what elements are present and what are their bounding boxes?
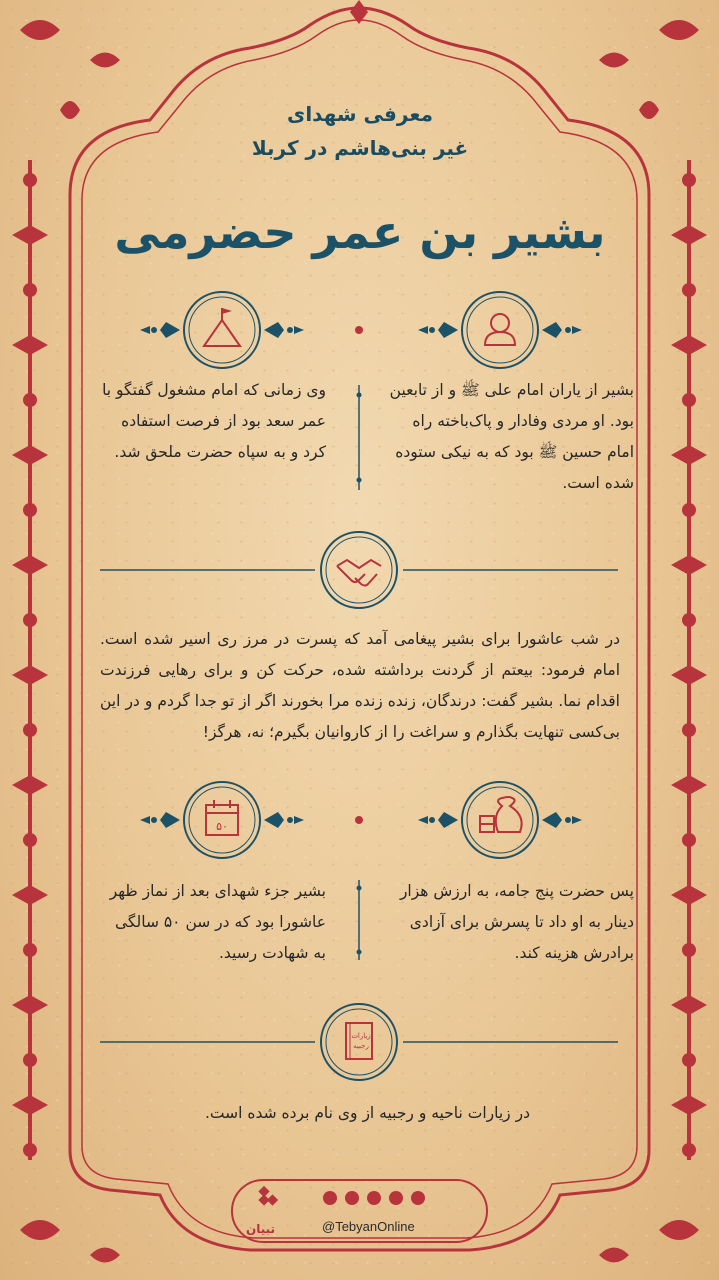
subtitle-line1: معرفی شهدای <box>286 102 433 126</box>
web-icon <box>411 1191 425 1205</box>
brand-name: تبیان <box>246 1222 276 1236</box>
soroush-icon <box>389 1191 403 1205</box>
gift-paragraph: پس حضرت پنج جامه، به ارزش هزار دینار به او داد تا پسرش برای آزادی برادرش هزینه کند. <box>399 882 634 962</box>
page-title: بشیر بن عمر حضرمی <box>114 205 606 259</box>
book-label-2: رجبیه <box>353 1042 369 1050</box>
book-label-1: زیارات <box>351 1032 371 1040</box>
twitter-icon <box>367 1191 381 1205</box>
social-handle[interactable]: @TebyanOnline <box>322 1219 415 1234</box>
ziyarat-paragraph: در زیارات ناحیه و رجبیه از وی نام برده شده است. <box>204 1104 530 1122</box>
instagram-icon <box>345 1191 359 1205</box>
battle-paragraph: وی زمانی که امام مشغول گفتگو با عمر سعد بود از فرصت استفاده کرد و به سپاه حضرت ملحق شد. <box>102 381 326 461</box>
martyr-paragraph: بشیر جزء شهدای بعد از نماز ظهر عاشورا بود که در سن ۵۰ سالگی به شهادت رسید. <box>109 882 326 962</box>
calendar-number: ۵۰ <box>216 820 228 833</box>
subtitle-line2: غیر بنی‌هاشم در کربلا <box>251 136 469 160</box>
telegram-icon <box>323 1191 337 1205</box>
bio-paragraph: بشیر از یاران امام علی ﷺ و از تابعین بود. او مردی وفادار و پاک‌باخته راه امام حسین ﷺ بود که به نیکی ستوده شده است. <box>389 381 634 492</box>
ashura-paragraph: در شب عاشورا برای بشیر پیغامی آمد که پسرت در مرز ری اسیر شده است. امام فرمود: بیعتم از گردنت برداشته شده، حرکت کن و برای رهایی فرزندت اقدام نما. بشیر گفت: درندگان، زنده زنده مرا بخورند اگر از تو جدا گردم و در این بی‌کسی تنهایت بگذارم و سراغت را از کاروانیان بگیرم؛ نه، هرگز! <box>100 630 620 741</box>
tebyan-logo-icon <box>258 1186 278 1206</box>
